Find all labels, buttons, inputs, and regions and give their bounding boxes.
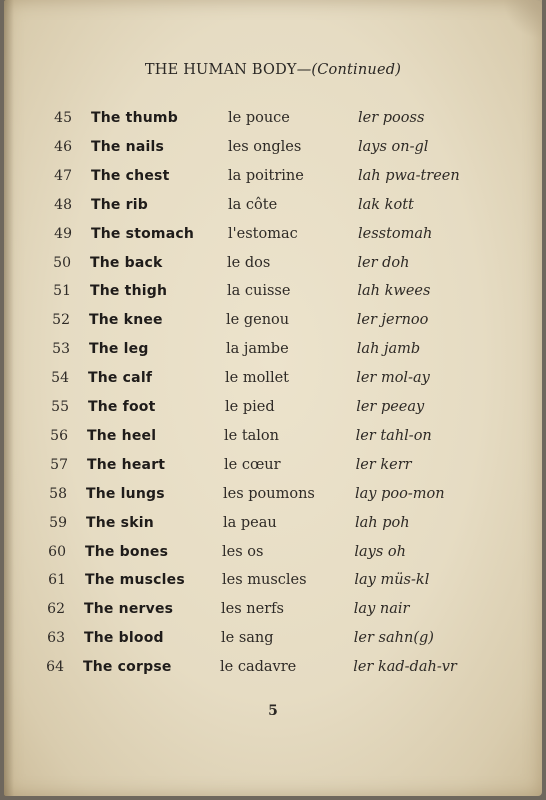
- french-term: les nerfs: [221, 601, 284, 618]
- vocab-row: [4, 283, 542, 311]
- english-term: The thumb: [91, 110, 178, 126]
- entry-number: 58: [49, 485, 67, 502]
- pronunciation: lesstomah: [358, 225, 433, 242]
- entry-number: 55: [51, 399, 69, 415]
- english-term: The muscles: [85, 572, 185, 589]
- english-term: The chest: [91, 167, 170, 184]
- page-heading: [4, 62, 542, 78]
- french-term: les poumons: [223, 485, 315, 502]
- pronunciation: lays on-gl: [358, 138, 429, 155]
- vocab-row: [4, 428, 542, 456]
- pronunciation: ler mol-ay: [356, 370, 430, 387]
- english-term: The thigh: [90, 283, 168, 300]
- vocab-row: [4, 399, 542, 427]
- french-term: la jambe: [226, 341, 289, 358]
- english-term: The blood: [84, 630, 164, 647]
- english-term: The leg: [89, 341, 149, 358]
- pronunciation: lak kott: [358, 196, 414, 213]
- vocab-row: [4, 139, 542, 167]
- book-page: [4, 0, 542, 796]
- pronunciation: lays oh: [354, 543, 406, 560]
- english-term: The knee: [89, 312, 163, 329]
- vocab-row: [4, 255, 542, 283]
- entry-number: 54: [51, 370, 69, 387]
- french-term: la poitrine: [228, 167, 304, 184]
- english-term: The rib: [91, 196, 149, 213]
- vocab-row: [4, 110, 542, 138]
- page-number: 5: [268, 703, 278, 719]
- english-term: The skin: [86, 514, 154, 531]
- french-term: le cadavre: [220, 659, 297, 676]
- heading-title: THE HUMAN BODY: [144, 62, 297, 78]
- worn-corner: [504, 0, 542, 40]
- pronunciation: ler kerr: [355, 456, 412, 473]
- french-term: les os: [222, 543, 264, 560]
- french-term: la peau: [223, 514, 277, 531]
- pronunciation: ler sahn(g): [353, 630, 434, 647]
- entry-number: 52: [52, 312, 70, 329]
- pronunciation: ler kad-dah-vr: [353, 659, 457, 676]
- pronunciation: lay müs-kl: [354, 572, 430, 589]
- vocab-row: [4, 226, 542, 254]
- french-term: le genou: [226, 312, 290, 329]
- entry-number: 45: [54, 110, 72, 126]
- vocab-row: [4, 630, 542, 658]
- vocab-row: [4, 515, 542, 543]
- vocab-row: [4, 197, 542, 225]
- entry-number: 59: [49, 514, 67, 531]
- french-term: la cuisse: [227, 283, 291, 300]
- english-term: The heel: [87, 427, 157, 444]
- english-term: The corpse: [83, 659, 172, 676]
- pronunciation: lah poh: [355, 514, 410, 531]
- pronunciation: ler pooss: [358, 110, 425, 126]
- pronunciation: ler tahl-on: [355, 427, 432, 444]
- french-term: le talon: [224, 427, 280, 444]
- pronunciation: lah kwees: [357, 283, 431, 300]
- entry-number: 62: [47, 601, 65, 618]
- entry-number: 53: [52, 341, 70, 358]
- french-term: les muscles: [222, 572, 307, 589]
- entry-number: 64: [46, 659, 64, 676]
- english-term: The foot: [88, 399, 156, 415]
- french-term: les ongles: [228, 138, 302, 155]
- pronunciation: lay nair: [353, 601, 410, 618]
- french-term: le dos: [227, 254, 271, 271]
- vocab-row: [4, 601, 542, 629]
- entry-number: 48: [54, 196, 72, 213]
- vocab-row: [4, 457, 542, 485]
- entry-number: 61: [48, 572, 66, 589]
- french-term: le sang: [221, 630, 274, 647]
- english-term: The heart: [87, 456, 166, 473]
- vocab-row: [4, 370, 542, 398]
- entry-number: 63: [47, 630, 65, 647]
- pronunciation: lay poo-mon: [355, 485, 445, 502]
- english-term: The lungs: [86, 485, 165, 502]
- french-term: l'estomac: [228, 225, 298, 242]
- pronunciation: ler doh: [357, 254, 410, 271]
- entry-number: 60: [48, 543, 66, 560]
- entry-number: 50: [53, 254, 71, 271]
- vocab-row: [4, 486, 542, 514]
- french-term: la côte: [228, 196, 278, 213]
- french-term: le mollet: [225, 370, 289, 387]
- vocab-row: [4, 312, 542, 340]
- entry-number: 47: [54, 167, 72, 184]
- vocab-row: [4, 341, 542, 369]
- english-term: The nails: [91, 138, 165, 155]
- english-term: The stomach: [91, 225, 195, 242]
- english-term: The calf: [88, 370, 153, 387]
- entry-number: 51: [53, 283, 71, 300]
- vocab-row: [4, 572, 542, 600]
- pronunciation: lah pwa-treen: [358, 167, 460, 184]
- pronunciation: ler peeay: [356, 399, 425, 415]
- pronunciation: ler jernoo: [356, 312, 429, 329]
- pronunciation: lah jamb: [356, 341, 421, 358]
- english-term: The nerves: [84, 601, 174, 618]
- english-term: The bones: [85, 543, 169, 560]
- vocab-row: [4, 659, 542, 687]
- french-term: le cœur: [224, 456, 281, 473]
- vocab-row: [4, 168, 542, 196]
- entry-number: 57: [50, 456, 68, 473]
- english-term: The back: [90, 254, 163, 271]
- vocab-row: [4, 544, 542, 572]
- french-term: le pouce: [228, 110, 290, 126]
- french-term: le pied: [225, 399, 275, 415]
- heading-continued: —(Continued): [296, 62, 402, 78]
- entry-number: 49: [54, 225, 72, 242]
- entry-number: 56: [50, 427, 68, 444]
- entry-number: 46: [54, 138, 72, 155]
